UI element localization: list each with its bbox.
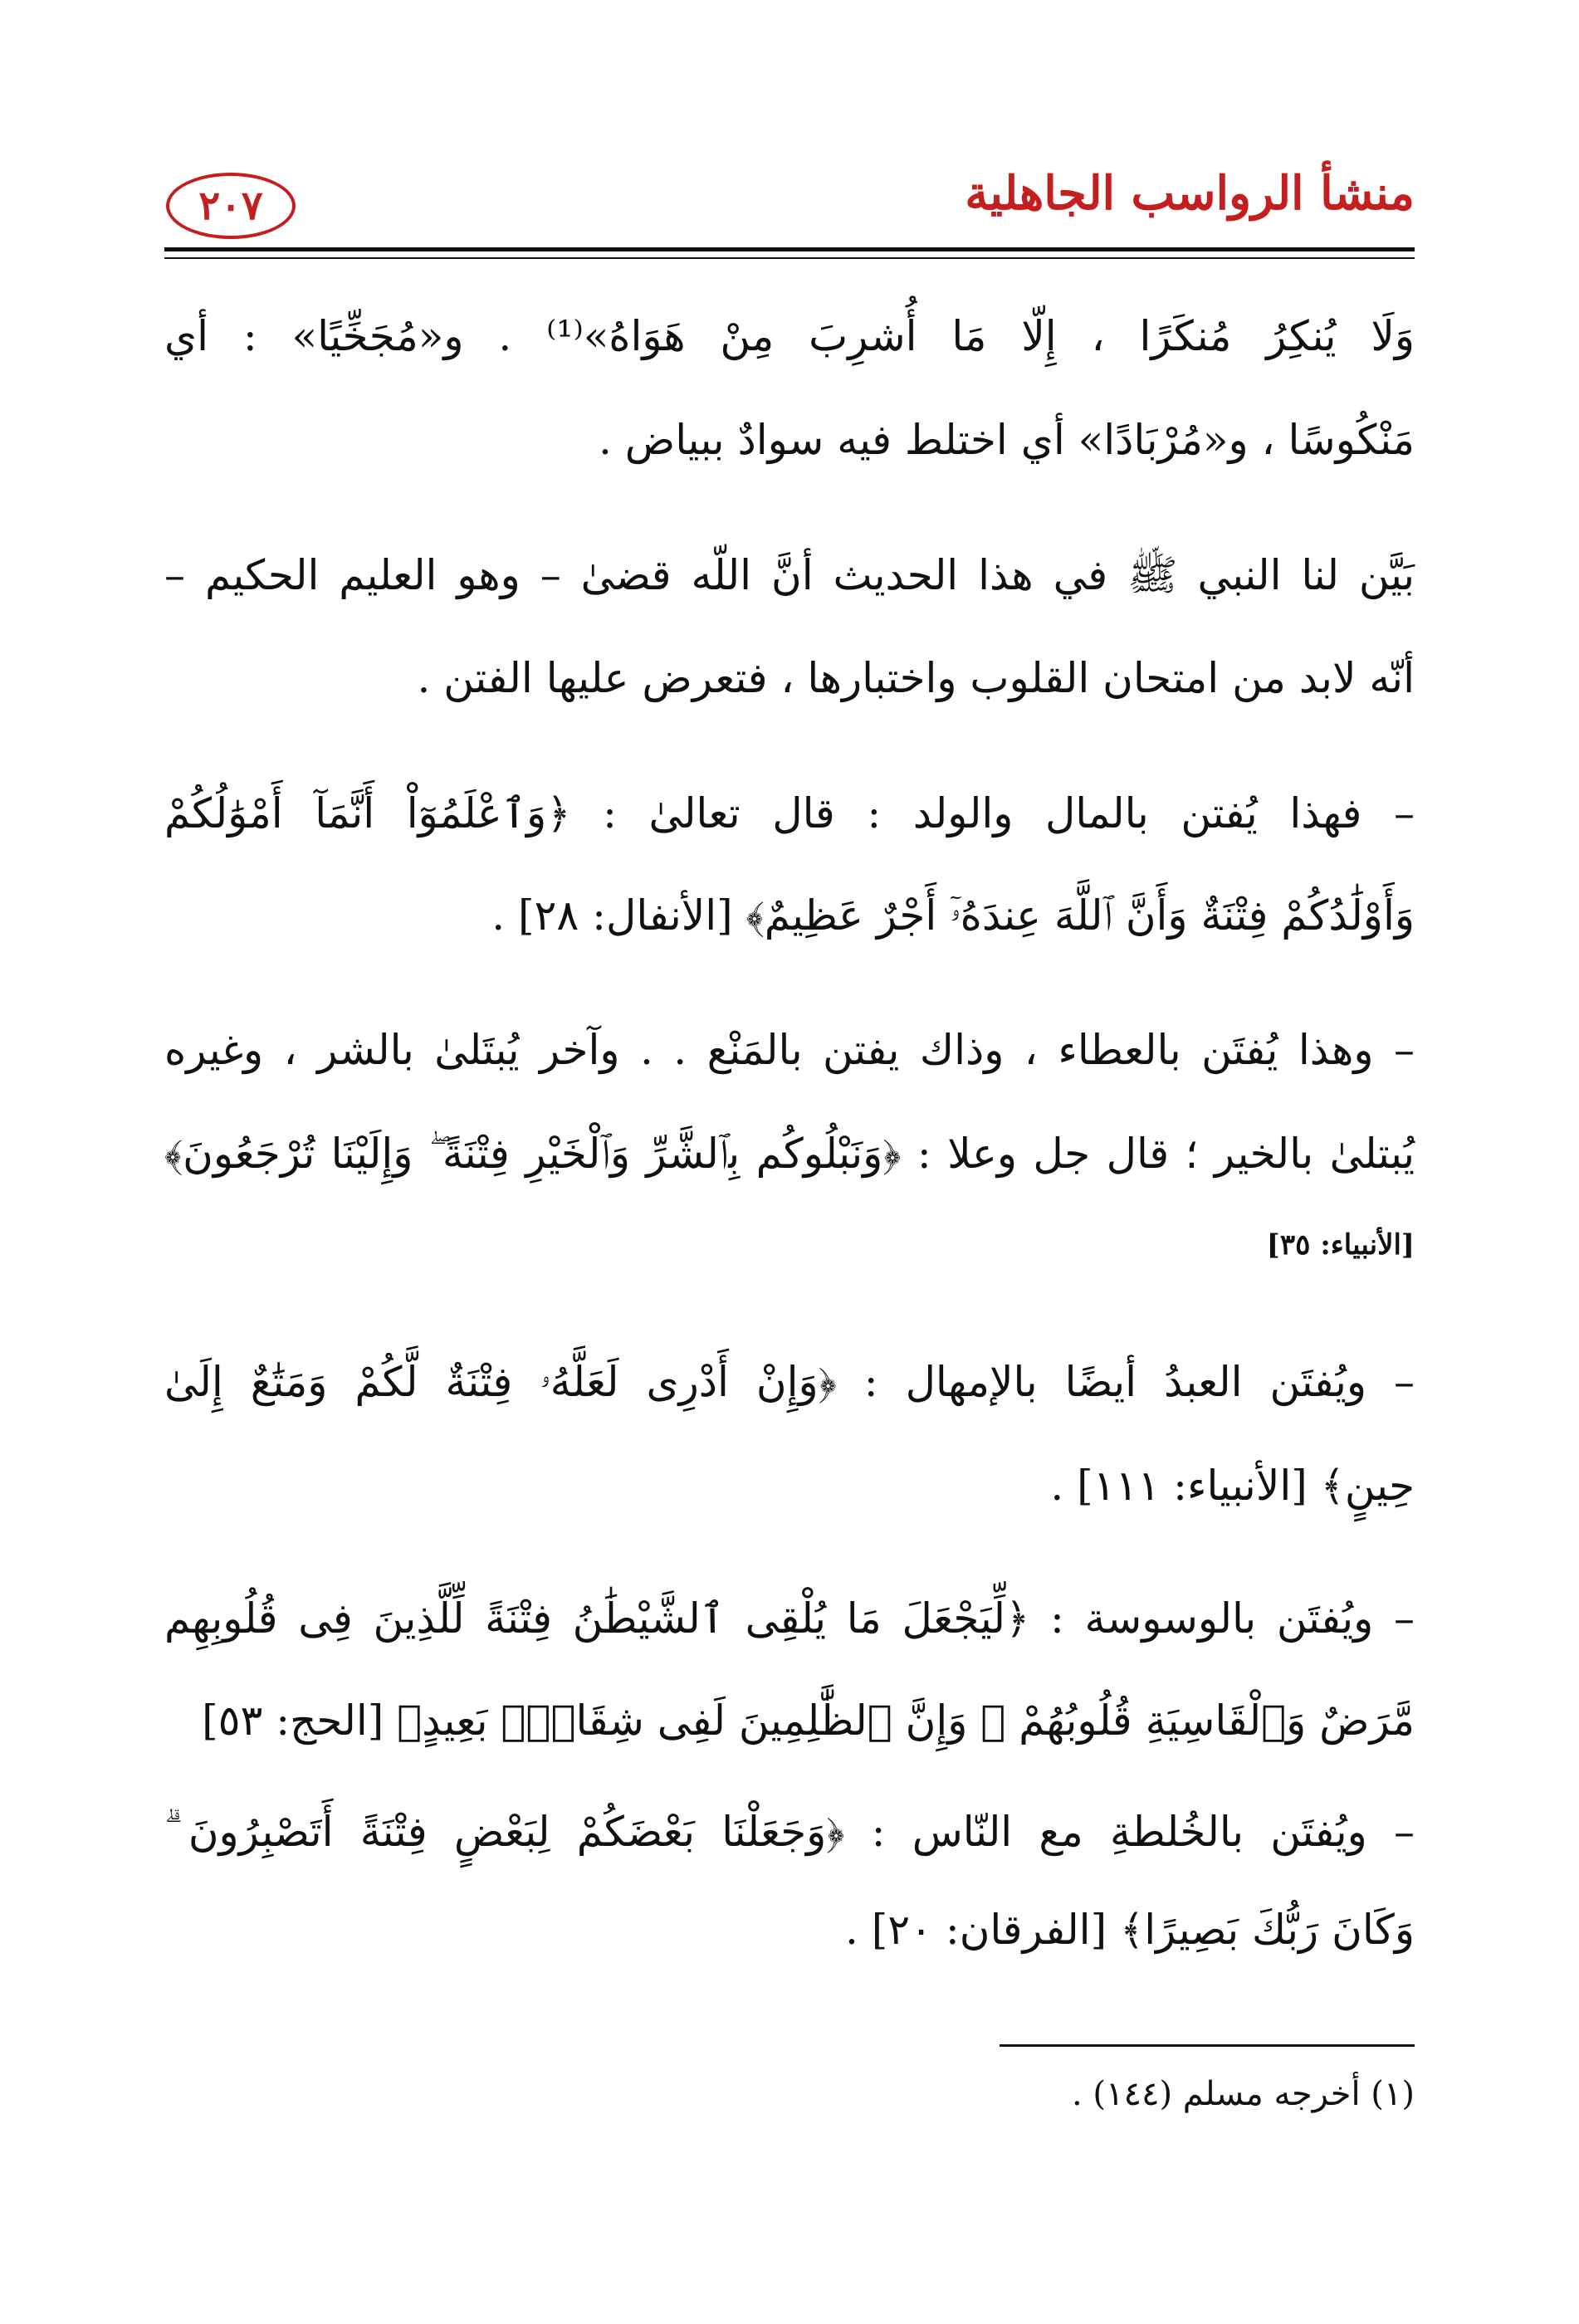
page-number-badge: ٢٠٧: [166, 173, 296, 239]
body-line: يُبتلىٰ بالخير ؛ قال جل وعلا : ﴿وَنَبْلُوكُم بِٱلشَّرِّ وَٱلْخَيْرِ فِتْنَةً ۖ وَإِلَيْنَا تُرْجَعُونَ﴾: [164, 1130, 1415, 1178]
footnote: (١) أخرجه مسلم (١٤٤) .: [1071, 2075, 1415, 2113]
header-rule-thick: [164, 247, 1415, 251]
body-line: – ويُفتَن بالخُلطةِ مع النّاس : ﴿وَجَعَلْنَا بَعْضَكُمْ لِبَعْضٍ فِتْنَةً أَتَصْبِرُونَ ۗ: [164, 1808, 1415, 1856]
body-line: وَأَوْلَٰدُكُمْ فِتْنَةٌ وَأَنَّ ٱللَّهَ عِندَهُۥٓ أَجْرٌ عَظِيمٌ﴾ [الأنفال: ٢٨] .: [491, 891, 1415, 940]
body-line: حِينٍ﴾ [الأنبياء: ١١١] .: [1050, 1462, 1415, 1510]
body-line: وَلَا يُنكِرُ مُنكَرًا ، إِلّا مَا أُشرِبَ مِنْ هَوَاهُ»⁽¹⁾ . و«مُجَخِّيًا» : أي: [164, 312, 1415, 360]
body-line: – ويُفتَن بالوسوسة : ﴿لِّيَجْعَلَ مَا يُلْقِى ٱلشَّيْطَٰنُ فِتْنَةً لِّلَّذِينَ فِى قُلُوبِهِم: [164, 1594, 1415, 1643]
header-rule-thin: [164, 257, 1415, 259]
body-line: – ويُفتَن العبدُ أيضًا بالإمهال : ﴿وَإِنْ أَدْرِى لَعَلَّهُۥ فِتْنَةٌ لَّكُمْ وَمَتَٰعٌ إِلَىٰ: [164, 1358, 1415, 1406]
body-line: مَنْكُوسًا ، و«مُرْبَادًا» أي اختلط فيه سوادٌ ببياض .: [598, 416, 1415, 464]
body-line: وَكَانَ رَبُّكَ بَصِيرًا﴾ [الفرقان: ٢٠] .: [844, 1906, 1415, 1954]
body-line: مَّرَضٌ وَٱلْقَاسِيَةِ قُلُوبُهُمْ ۗ وَإِنَّ ٱلظَّٰلِمِينَ لَفِى شِقَاقٍۭ بَعِيدٍ﴾ [الحج: ٥٣]: [202, 1697, 1415, 1745]
footnote-separator: [1000, 2044, 1415, 2047]
running-header-title: منشأ الرواسب الجاهلية: [965, 166, 1415, 221]
body-line: – فهذا يُفتن بالمال والولد : قال تعالىٰ : ﴿وَٱعْلَمُوٓاْ أَنَّمَآ أَمْوَٰلُكُمْ: [164, 789, 1415, 837]
quran-reference: [الأنبياء: ٣٥]: [1266, 1228, 1415, 1262]
body-line: أنّه لابد من امتحان القلوب واختبارها ، فتعرض عليها الفتن .: [417, 654, 1415, 702]
body-line: – وهذا يُفتَن بالعطاء ، وذاك يفتن بالمَنْع . . وآخر يُبتَلىٰ بالشر ، وغيره: [164, 1026, 1415, 1074]
body-line: بَيَّن لنا النبي ﷺ في هذا الحديث أنَّ اللّه قضىٰ – وهو العليم الحكيم –: [164, 551, 1415, 599]
